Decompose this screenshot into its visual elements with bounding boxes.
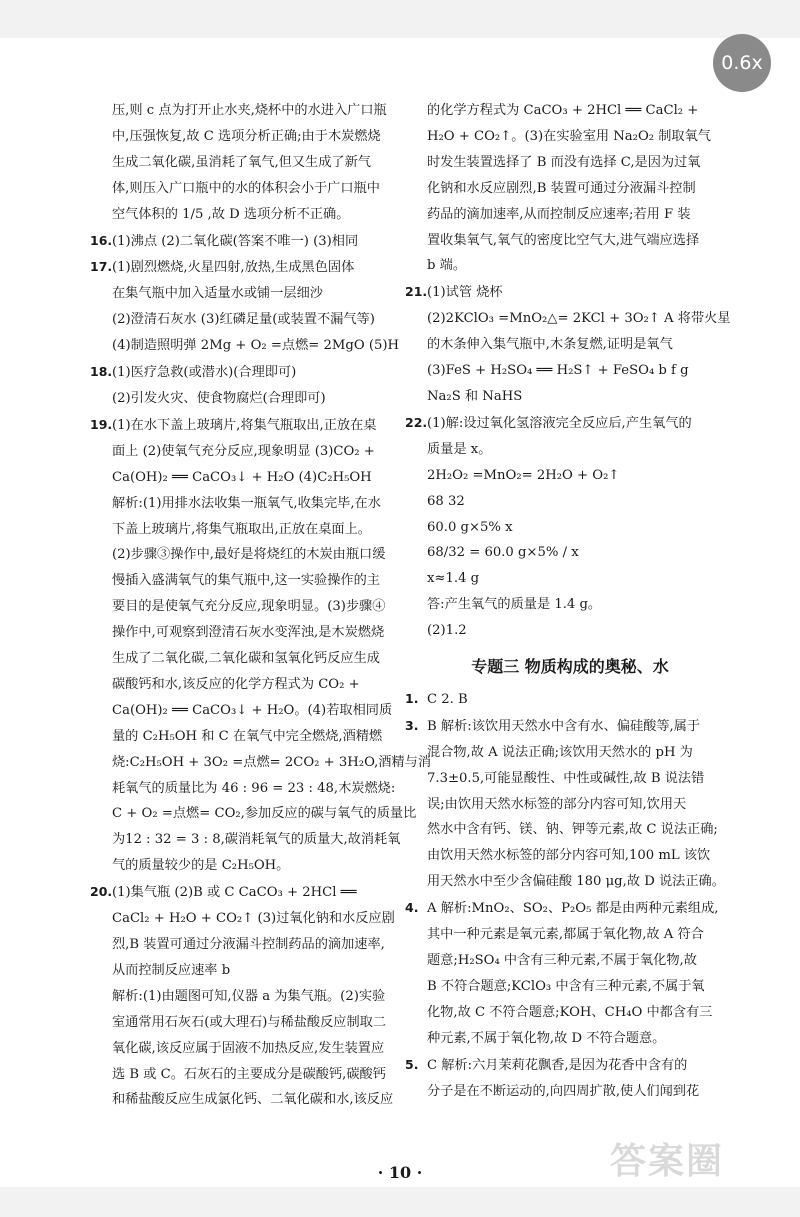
line-text: 室通常用石灰石(或大理石)与稀盐酸反应制取二 bbox=[112, 1014, 387, 1030]
line-text: 面上 (2)使氧气充分反应,现象明显 (3)CO₂ + bbox=[112, 443, 375, 459]
line-text: Ca(OH)₂ ══ CaCO₃↓ + H₂O。(4)若取相同质 bbox=[112, 702, 393, 718]
text-line bbox=[90, 542, 390, 568]
line-text: 的化学方程式为 CaCO₃ + 2HCl ══ CaCl₂ + bbox=[427, 103, 699, 118]
line-text: 生成二氧化碳,虽消耗了氧气,但又生成了新气 bbox=[112, 154, 371, 170]
line-text: 慢插入盛满氧气的集气瓶中,这一实验操作的主 bbox=[112, 573, 380, 589]
line-text: 碳酸钙和水,该反应的化学方程式为 CO₂ + bbox=[112, 676, 360, 692]
bottom-bar bbox=[0, 1187, 800, 1217]
line-text: 化物,故 C 不符合题意;KOH、CH₄O 中都含有三 bbox=[427, 1004, 713, 1020]
text-line bbox=[90, 646, 390, 672]
line-text: (2)引发火灾、使食物腐烂(合理即可) bbox=[112, 390, 326, 406]
line-text: (2)步骤③操作中,最好是将烧红的木炭由瓶口缓 bbox=[112, 547, 386, 563]
text-line bbox=[405, 358, 735, 384]
text-line bbox=[405, 540, 735, 566]
text-line bbox=[405, 176, 735, 202]
line-text: C + O₂ =点燃= CO₂,参加反应的碳与氧气的质量比 bbox=[112, 806, 417, 822]
line-text: Na₂S 和 NaHS bbox=[427, 388, 523, 404]
line-text: 答:产生氧气的质量是 1.4 g。 bbox=[427, 597, 602, 613]
line-text: 生成了二氧化碳,二氧化碳和氢氧化钙反应生成 bbox=[112, 651, 380, 667]
line-text: C 解析:六月茉莉花飘香,是因为花香中含有的 bbox=[427, 1057, 688, 1073]
text-line bbox=[90, 491, 390, 517]
text-line bbox=[90, 801, 417, 827]
line-text: CaCl₂ + H₂O + CO₂↑ (3)过氧化钠和水反应剧 bbox=[112, 911, 395, 927]
text-line bbox=[90, 333, 400, 359]
line-text: (1)沸点 (2)二氧化碳(答案不唯一) (3)相同 bbox=[112, 233, 359, 249]
text-line bbox=[405, 306, 735, 332]
line-text: 在集气瓶中加入适量水或铺一层细沙 bbox=[112, 286, 323, 302]
line-text: 题意;H₂SO₄ 中含有三种元素,不属于氧化物,故 bbox=[427, 953, 697, 968]
line-text: 误;由饮用天然水标签的部分内容可知,饮用天 bbox=[427, 796, 687, 812]
text-line bbox=[90, 176, 390, 202]
text-line bbox=[90, 228, 390, 255]
question-number: 19. bbox=[90, 416, 113, 432]
question-number: 18. bbox=[90, 364, 113, 380]
line-text: 化钠和水反应剧烈,B 装置可通过分液漏斗控制 bbox=[427, 180, 696, 196]
line-text: 烈,B 装置可通过分液漏斗控制药品的滴加速率, bbox=[112, 937, 385, 952]
text-line bbox=[405, 463, 735, 489]
line-text: 操作中,可观察到澄清石灰水变浑浊,是木炭燃烧 bbox=[112, 625, 385, 641]
line-text: A 解析:MnO₂、SO₂、P₂O₅ 都是由两种元素组成, bbox=[427, 901, 719, 917]
text-line bbox=[405, 1079, 735, 1105]
text-line bbox=[90, 150, 390, 176]
text-line bbox=[405, 869, 735, 895]
text-line bbox=[405, 817, 735, 843]
line-text: 其中一种元素是氧元素,都属于氧化物,故 A 符合 bbox=[427, 927, 704, 943]
text-line bbox=[405, 228, 735, 254]
line-text: 要目的是使氧气充分反应,现象明显。(3)步骤④ bbox=[112, 599, 386, 615]
text-line bbox=[405, 1000, 735, 1026]
text-line bbox=[90, 958, 390, 984]
text-line bbox=[405, 766, 735, 792]
text-line bbox=[405, 1052, 735, 1079]
line-text: 置收集氧气,氧气的密度比空气大,进气端应选择 bbox=[427, 232, 700, 248]
line-text: 种元素,不属于氧化物,故 D 不符合题意。 bbox=[427, 1030, 666, 1046]
text-line bbox=[405, 515, 735, 541]
text-line bbox=[90, 359, 390, 386]
line-text: Ca(OH)₂ ══ CaCO₃↓ + H₂O (4)C₂H₅OH bbox=[112, 469, 372, 485]
text-line bbox=[90, 932, 390, 958]
line-text: 选 B 或 C。石灰石的主要成分是碳酸钙,碳酸钙 bbox=[112, 1066, 386, 1082]
text-line bbox=[405, 410, 735, 437]
text-line bbox=[90, 254, 390, 281]
text-line bbox=[90, 906, 395, 932]
question-number: 5. bbox=[405, 1056, 419, 1072]
line-text: B 解析:该饮用天然水中含有水、偏硅酸等,属于 bbox=[427, 718, 701, 734]
page-number: · 10 · bbox=[377, 1163, 423, 1182]
question-number: 17. bbox=[90, 259, 113, 275]
text-line bbox=[90, 776, 396, 802]
line-text: (1)集气瓶 (2)B 或 C CaCO₃ + 2HCl ══ bbox=[112, 885, 357, 901]
text-line bbox=[405, 740, 735, 766]
line-text: (3)FeS + H₂SO₄ ══ H₂S↑ + FeSO₄ b f g bbox=[427, 363, 689, 379]
text-line bbox=[90, 672, 390, 698]
playback-speed-button[interactable]: 0.6x bbox=[713, 34, 771, 92]
text-line bbox=[90, 698, 393, 724]
line-text: (2)澄清石灰水 (3)红磷足量(或装置不漏气等) bbox=[112, 312, 375, 328]
text-line bbox=[90, 439, 390, 465]
text-line bbox=[405, 618, 735, 644]
text-line bbox=[90, 1010, 390, 1036]
right-column bbox=[405, 98, 735, 1104]
text-line bbox=[405, 1026, 735, 1052]
text-line bbox=[90, 281, 390, 307]
text-line bbox=[90, 98, 390, 124]
line-text: 68/32 = 60.0 g×5% / x bbox=[427, 545, 579, 561]
line-text: b 端。 bbox=[427, 258, 467, 274]
text-line bbox=[90, 517, 390, 543]
text-line bbox=[90, 1036, 390, 1062]
question-number: 4. bbox=[405, 900, 419, 916]
text-line bbox=[90, 1087, 394, 1113]
line-text: 7.3±0.5,可能显酸性、中性或碱性,故 B 说法错 bbox=[427, 770, 705, 786]
line-text: 压,则 c 点为打开止水夹,烧杯中的水进入广口瓶 bbox=[112, 103, 387, 118]
text-line bbox=[90, 124, 390, 150]
text-line bbox=[90, 984, 390, 1010]
text-line bbox=[405, 202, 735, 228]
text-line bbox=[90, 307, 390, 333]
text-line bbox=[90, 568, 390, 594]
top-bar bbox=[0, 0, 800, 38]
line-text: 60.0 g×5% x bbox=[427, 519, 513, 535]
text-line bbox=[405, 437, 735, 463]
watermark-text: 答案圈 bbox=[610, 1141, 725, 1182]
line-text: 解析:(1)用排水法收集一瓶氧气,收集完毕,在水 bbox=[112, 495, 381, 511]
line-text: C 2. B bbox=[427, 691, 468, 707]
text-line bbox=[405, 843, 735, 869]
line-text: 下盖上玻璃片,将集气瓶取出,正放在桌面上。 bbox=[112, 521, 371, 537]
text-line bbox=[90, 620, 390, 646]
text-line bbox=[90, 202, 390, 228]
line-text: 空气体积的 1/5 ,故 D 选项分析不正确。 bbox=[112, 206, 350, 222]
line-text: (1)解:设过氧化氢溶液完全反应后,产生氧气的 bbox=[427, 415, 692, 431]
text-line bbox=[90, 750, 432, 776]
line-text: 为12 : 32 = 3 : 8,碳消耗氧气的质量大,故消耗氧 bbox=[112, 832, 401, 848]
line-text: (1)试管 烧杯 bbox=[427, 285, 503, 301]
line-text: 2H₂O₂ =MnO₂= 2H₂O + O₂↑ bbox=[427, 467, 620, 483]
line-text: (2)1.2 bbox=[427, 623, 467, 639]
section-title: 专题三 物质构成的奥秘、水 bbox=[471, 657, 669, 677]
line-text: (2)2KClO₃ =MnO₂△= 2KCl + 3O₂↑ A 将带火星 bbox=[427, 311, 731, 327]
text-line bbox=[405, 686, 735, 713]
line-text: (1)医疗急救(或潜水)(合理即可) bbox=[112, 365, 297, 381]
text-line bbox=[405, 279, 735, 306]
line-text: 氧化碳,该反应属于固液不加热反应,发生装置应 bbox=[112, 1040, 385, 1056]
line-text: (4)制造照明弹 2Mg + O₂ =点燃= 2MgO (5)H bbox=[112, 338, 400, 354]
text-line bbox=[405, 98, 735, 124]
line-text: 耗氧气的质量比为 46 : 96 = 23 : 48,木炭燃烧: bbox=[112, 780, 396, 796]
line-text: (1)在水下盖上玻璃片,将集气瓶取出,正放在桌 bbox=[112, 417, 377, 433]
text-line bbox=[405, 150, 735, 176]
text-line bbox=[405, 948, 735, 974]
text-line bbox=[405, 489, 735, 515]
text-line bbox=[405, 592, 735, 618]
line-text: 时发生装置选择了 B 而没有选择 C,是因为过氧 bbox=[427, 154, 701, 170]
text-line bbox=[90, 594, 390, 620]
line-text: 气的质量较少的是 C₂H₅OH。 bbox=[112, 858, 290, 874]
text-line bbox=[90, 465, 390, 491]
line-text: 的木条伸入集气瓶中,木条复燃,证明是氧气 bbox=[427, 337, 673, 353]
text-line bbox=[90, 724, 390, 750]
line-text: x≈1.4 g bbox=[427, 571, 480, 587]
line-text: 质量是 x。 bbox=[427, 441, 492, 457]
text-line bbox=[90, 879, 390, 906]
line-text: (1)剧烈燃烧,火星四射,放热,生成黑色固体 bbox=[112, 260, 355, 276]
text-line bbox=[90, 412, 390, 439]
text-line bbox=[90, 853, 390, 879]
line-text: 然水中含有钙、镁、钠、钾等元素,故 C 说法正确; bbox=[427, 822, 718, 838]
text-line bbox=[90, 1062, 390, 1088]
question-number: 1. bbox=[405, 690, 419, 706]
text-line bbox=[405, 895, 735, 922]
line-text: 由饮用天然水标签的部分内容可知,100 mL 该饮 bbox=[427, 848, 711, 864]
question-number: 16. bbox=[90, 232, 113, 248]
line-text: 分子是在不断运动的,向四周扩散,使人们闻到花 bbox=[427, 1083, 700, 1099]
question-number: 21. bbox=[405, 284, 428, 300]
question-number: 22. bbox=[405, 414, 428, 430]
text-line bbox=[405, 566, 735, 592]
text-line bbox=[405, 713, 735, 740]
text-line bbox=[405, 922, 735, 948]
text-line bbox=[90, 386, 390, 412]
line-text: 68 32 bbox=[427, 493, 465, 509]
text-line bbox=[405, 974, 735, 1000]
line-text: 烧:C₂H₅OH + 3O₂ =点燃= 2CO₂ + 3H₂O,酒精与消 bbox=[112, 754, 432, 770]
question-number: 20. bbox=[90, 884, 113, 900]
line-text: 混合物,故 A 说法正确;该饮用天然水的 pH 为 bbox=[427, 744, 693, 760]
line-text: 量的 C₂H₅OH 和 C 在氧气中完全燃烧,酒精燃 bbox=[112, 728, 383, 744]
line-text: H₂O + CO₂↑。(3)在实验室用 Na₂O₂ 制取氧气 bbox=[427, 128, 711, 144]
text-line bbox=[405, 384, 735, 410]
line-text: 用天然水中至少含偏硅酸 180 μg,故 D 说法正确。 bbox=[427, 874, 725, 890]
text-line bbox=[405, 332, 735, 358]
line-text: 体,则压入广口瓶中的水的体积会小于广口瓶中 bbox=[112, 180, 380, 196]
line-text: 解析:(1)由题图可知,仪器 a 为集气瓶。(2)实验 bbox=[112, 988, 386, 1004]
text-line bbox=[405, 253, 735, 279]
line-text: 从而控制反应速率 b bbox=[112, 962, 231, 978]
line-text: 药品的滴加速率,从而控制反应速率;若用 F 装 bbox=[427, 206, 691, 222]
question-number: 3. bbox=[405, 717, 419, 733]
text-line bbox=[405, 124, 735, 150]
line-text: 和稀盐酸反应生成氯化钙、二氧化碳和水,该反应 bbox=[112, 1092, 394, 1108]
text-line bbox=[90, 827, 401, 853]
line-text: B 不符合题意;KClO₃ 中含有三种元素,不属于氧 bbox=[427, 978, 705, 994]
line-text: 中,压强恢复,故 C 选项分析正确;由于木炭燃烧 bbox=[112, 128, 381, 144]
text-line bbox=[405, 792, 735, 818]
